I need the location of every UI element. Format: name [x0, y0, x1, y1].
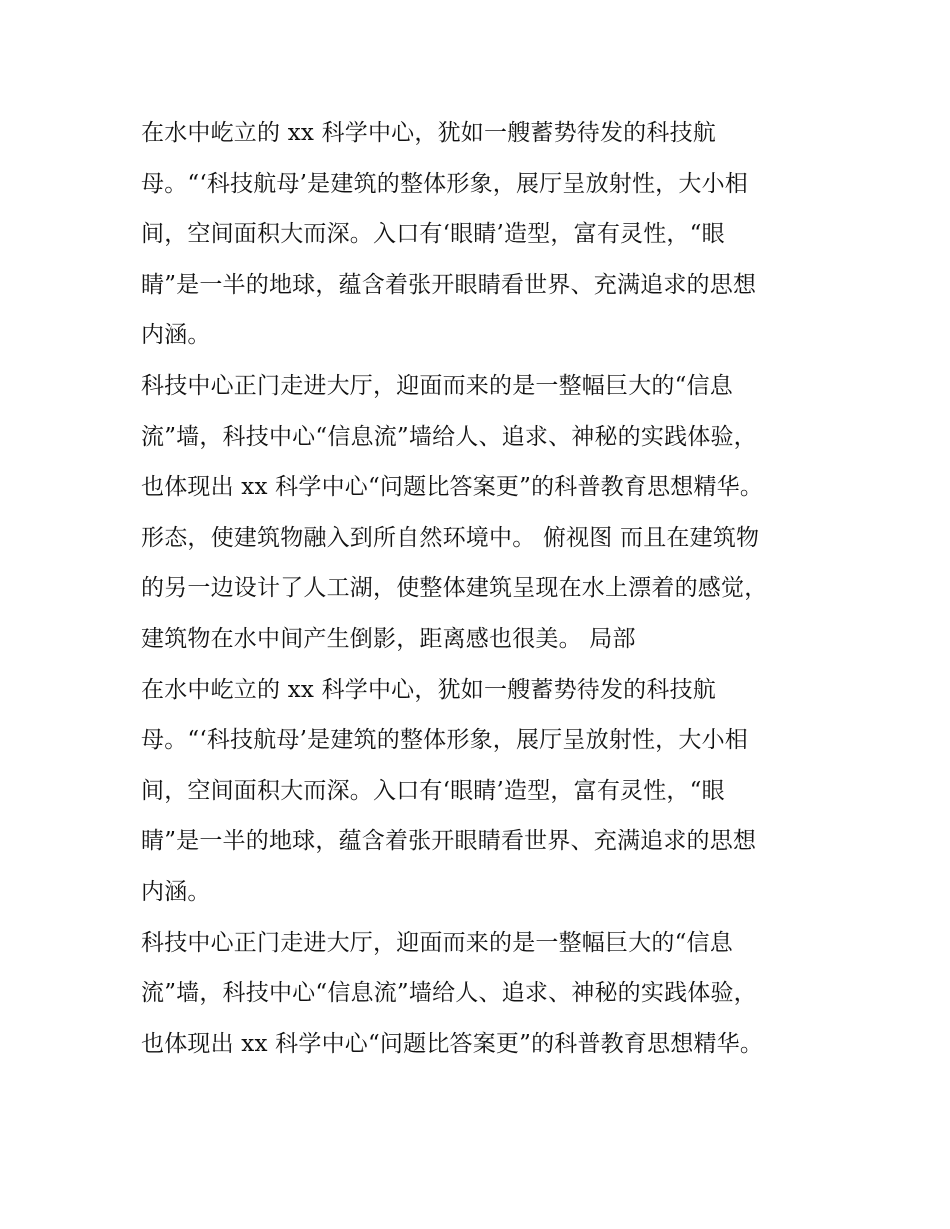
document-body	[141, 108, 821, 1069]
text-line: 间，空间面积大而深。入口有‘眼睛’造型，富有灵性，“眼	[141, 221, 725, 248]
text-line: 的另一边设计了人工湖，使整体建筑呈现在水上漂着的感觉，	[141, 575, 768, 602]
text-line: 在水中屹立的 xx 科学中心，犹如一艘蓄势待发的科技航	[141, 676, 716, 703]
text-line: 也体现出 xx 科学中心“问题比答案更”的科普教育思想精华。	[141, 1030, 764, 1057]
text-line: 也体现出 xx 科学中心“问题比答案更”的科普教育思想精华。	[141, 474, 764, 501]
text-line: 母。“‘科技航母’是建筑的整体形象，展厅呈放射性，大小相	[141, 727, 748, 754]
text-line: 母。“‘科技航母’是建筑的整体形象，展厅呈放射性，大小相	[141, 170, 748, 197]
text-line: 间，空间面积大而深。入口有‘眼睛’造型，富有灵性，“眼	[141, 777, 725, 804]
text-line: 流”墙，科技中心“信息流”墙给人、追求、神秘的实践体验，	[141, 980, 757, 1007]
text-line: 在水中屹立的 xx 科学中心，犹如一艘蓄势待发的科技航	[141, 120, 716, 146]
text-line: 睛”是一半的地球，蕴含着张开眼睛看世界、充满追求的思想	[141, 828, 757, 855]
text-line: 科技中心正门走进大厅，迎面而来的是一整幅巨大的“信息	[141, 372, 733, 399]
text-line: 建筑物在水中间产生倒影，距离感也很美。 局部	[141, 625, 636, 652]
text-line: 内涵。	[141, 322, 211, 349]
text-line: 科技中心正门走进大厅，迎面而来的是一整幅巨大的“信息	[141, 929, 733, 956]
text-line: 流”墙，科技中心“信息流”墙给人、追求、神秘的实践体验，	[141, 423, 757, 450]
text-line: 内涵。	[141, 878, 211, 905]
text-line: 睛”是一半的地球，蕴含着张开眼睛看世界、充满追求的思想	[141, 271, 757, 298]
text-line: 形态，使建筑物融入到所自然环境中。 俯视图 而且在建筑物	[141, 524, 760, 551]
